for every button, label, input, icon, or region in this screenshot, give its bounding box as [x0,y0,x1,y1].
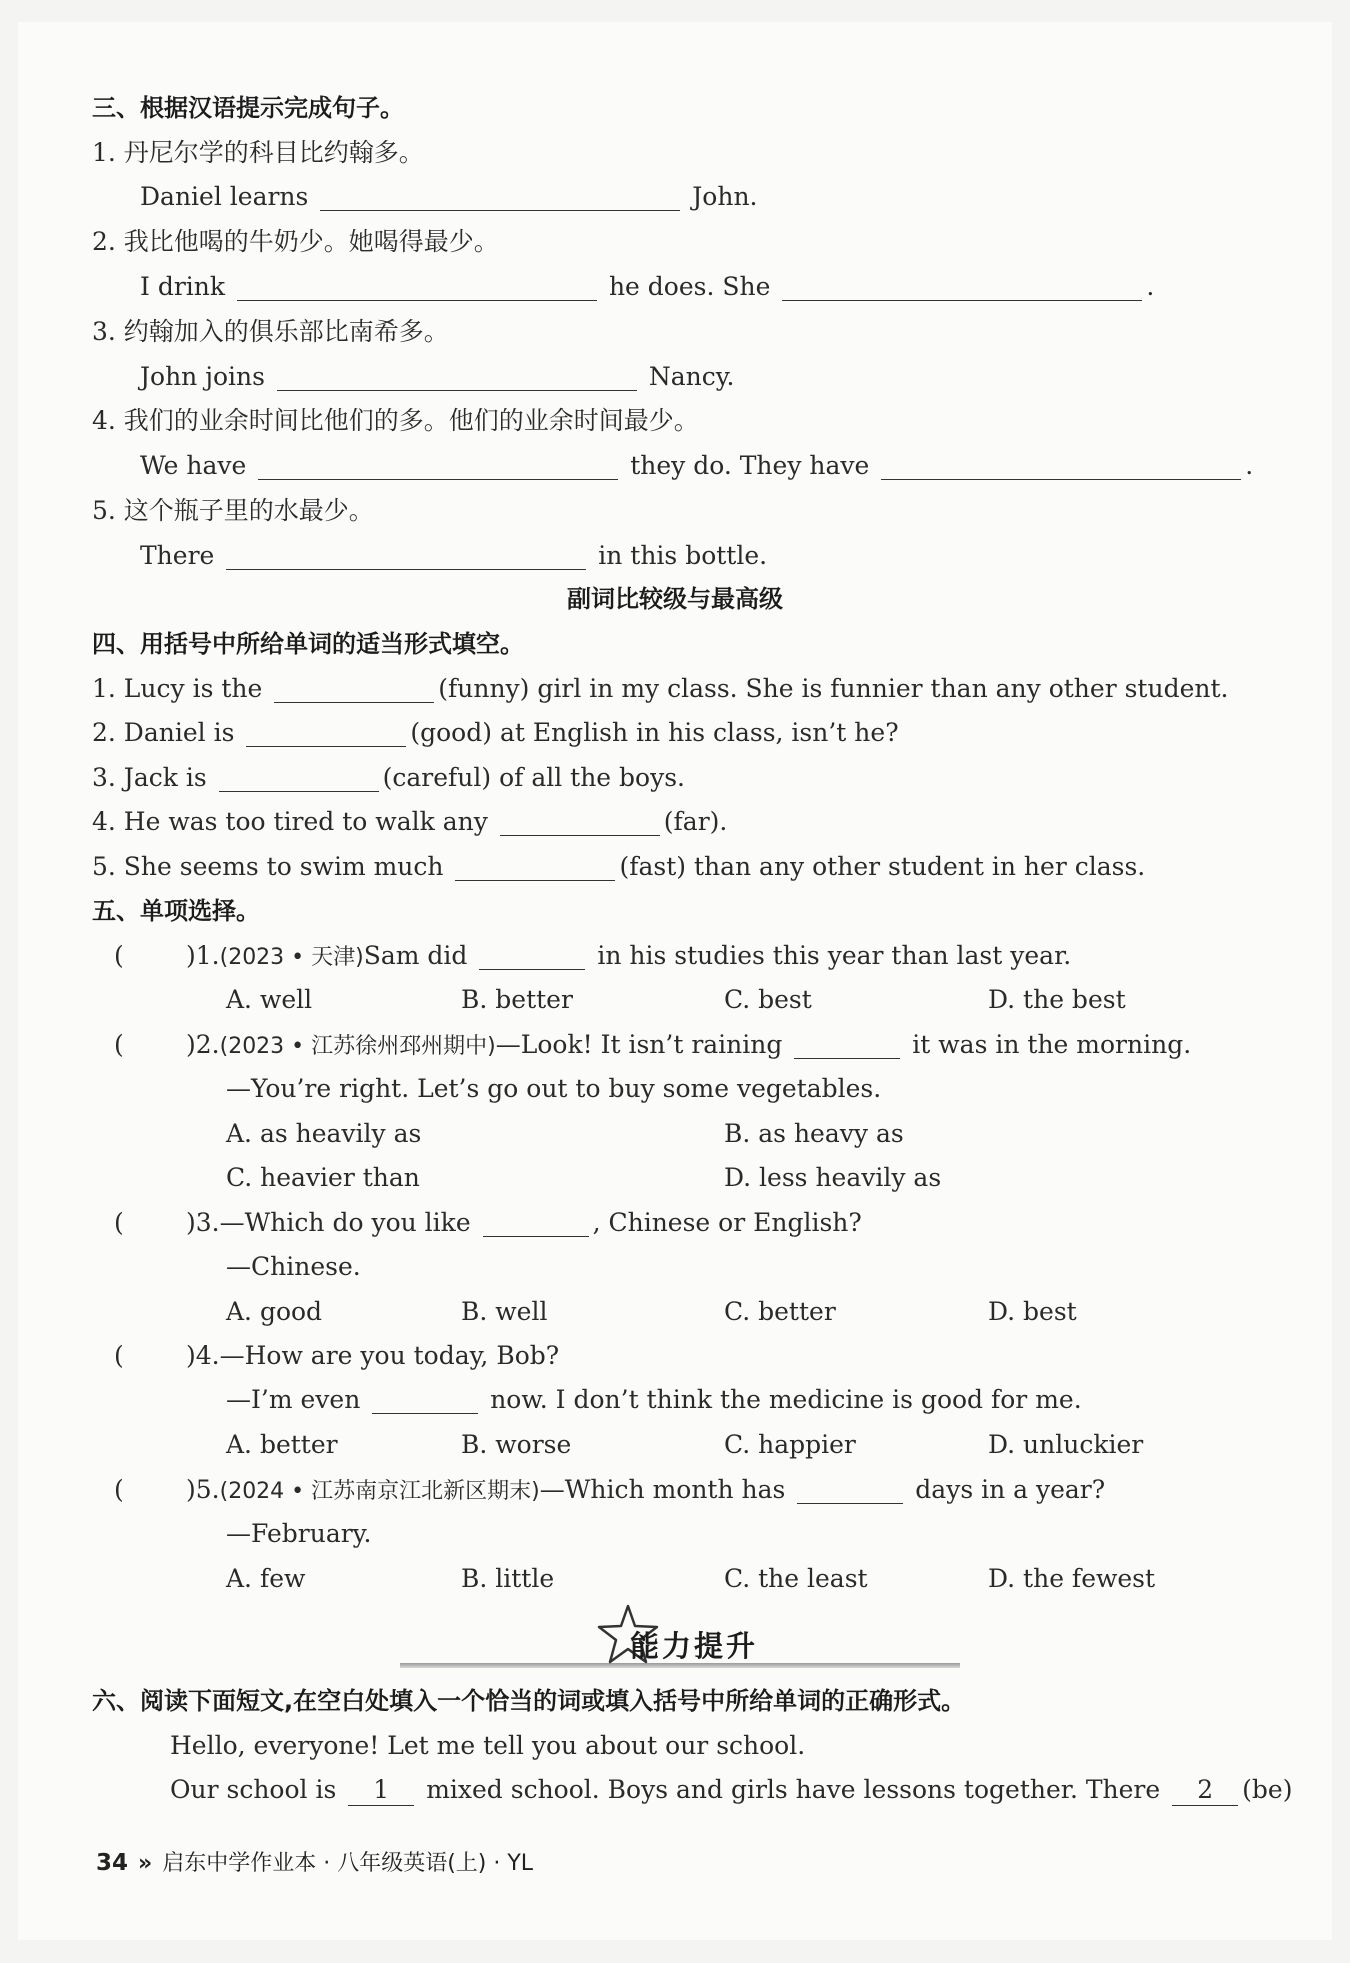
q4-option-d[interactable]: D. unluckier [988,1430,1144,1459]
s3-item2-english: I drink he does. She . [140,272,1155,301]
mc-question-1: ( )1.(2023 • 天津)Sam did in his studies this year than last year. [114,939,1071,975]
answer-blank[interactable] [372,1387,478,1414]
answer-blank[interactable] [277,364,637,391]
q5-option-b[interactable]: B. little [461,1564,555,1593]
answer-blank[interactable] [797,1477,903,1504]
book-title: 启东中学作业本 · 八年级英语(上) · YL [162,1851,534,1876]
answer-bracket[interactable]: ( [114,1208,124,1237]
page-footer [96,1847,533,1880]
q3-option-d[interactable]: D. best [988,1297,1077,1326]
section4-heading: 四、用括号中所给单词的适当形式填空。 [92,630,524,658]
answer-blank[interactable] [782,274,1142,301]
answer-blank[interactable] [246,720,406,747]
s3-item3-chinese: 3. 约翰加入的俱乐部比南希多。 [92,317,449,346]
answer-blank[interactable] [794,1032,900,1059]
q4-option-c[interactable]: C. happier [724,1430,856,1459]
q2-option-a[interactable]: A. as heavily as [226,1119,422,1148]
mc-question-3: ( )3.—Which do you like , Chinese or English? [114,1206,862,1240]
q4-reply: —I’m even now. I don’t think the medicine is good for me. [226,1385,1082,1414]
s4-item5: 5. She seems to swim much (fast) than any other student in her class. [92,852,1146,881]
s3-item4-chinese: 4. 我们的业余时间比他们的多。他们的业余时间最少。 [92,406,699,435]
answer-bracket[interactable]: ( [114,1030,124,1059]
s4-item3: 3. Jack is (careful) of all the boys. [92,763,686,792]
s3-item3-english: John joins Nancy. [140,362,735,391]
q2-option-c[interactable]: C. heavier than [226,1163,420,1192]
mc-question-4: ( )4.—How are you today, Bob? [114,1339,559,1373]
answer-blank[interactable] [237,274,597,301]
passage-blank-2[interactable]: 2 [1172,1775,1238,1806]
q5-option-c[interactable]: C. the least [724,1564,868,1593]
s3-item4-english: We have they do. They have . [140,451,1254,480]
answer-blank[interactable] [258,453,618,480]
answer-bracket[interactable]: ( [114,1341,124,1370]
section5-heading: 五、单项选择。 [92,897,260,925]
q2-option-d[interactable]: D. less heavily as [724,1163,942,1192]
q3-option-a[interactable]: A. good [226,1297,323,1326]
mc-question-5: ( )5.(2024 • 江苏南京江北新区期末)—Which month has days in a year? [114,1473,1105,1509]
q3-reply: —Chinese. [226,1252,361,1281]
s3-item1-chinese: 1. 丹尼尔学的科目比约翰多。 [92,138,424,167]
q3-option-c[interactable]: C. better [724,1297,836,1326]
answer-blank[interactable] [226,543,586,570]
q5-reply: —February. [226,1519,372,1548]
s6-passage-line1: Hello, everyone! Let me tell you about our school. [170,1731,806,1760]
q1-option-c[interactable]: C. best [724,985,812,1014]
q4-option-a[interactable]: A. better [226,1430,338,1459]
s3-item1-english: Daniel learns John. [140,182,758,211]
q1-option-d[interactable]: D. the best [988,985,1126,1014]
q1-option-a[interactable]: A. well [226,985,313,1014]
answer-blank[interactable] [219,765,379,792]
s4-item1: 1. Lucy is the (funny) girl in my class. She is funnier than any other student. [92,674,1229,703]
section3-heading: 三、根据汉语提示完成句子。 [92,94,404,122]
s4-item4: 4. He was too tired to walk any (far). [92,807,728,836]
q4-option-b[interactable]: B. worse [461,1430,572,1459]
s4-item2: 2. Daniel is (good) at English in his class, isn’t he? [92,718,899,747]
q3-option-b[interactable]: B. well [461,1297,548,1326]
answer-blank[interactable] [479,943,585,970]
adverb-subheading: 副词比较级与最高级 [567,585,783,613]
answer-blank[interactable] [274,676,434,703]
answer-blank[interactable] [320,184,680,211]
q5-option-d[interactable]: D. the fewest [988,1564,1156,1593]
mc-question-2: ( )2.(2023 • 江苏徐州邳州期中)—Look! It isn’t raining it was in the morning. [114,1028,1191,1064]
answer-blank[interactable] [455,854,615,881]
q2-reply: —You’re right. Let’s go out to buy some vegetables. [226,1074,882,1103]
q1-option-b[interactable]: B. better [461,985,573,1014]
answer-blank[interactable] [500,809,660,836]
section6-heading: 六、阅读下面短文,在空白处填入一个恰当的词或填入括号中所给单词的正确形式。 [92,1687,966,1715]
s3-item2-chinese: 2. 我比他喝的牛奶少。她喝得最少。 [92,227,499,256]
s3-item5-chinese: 5. 这个瓶子里的水最少。 [92,496,374,525]
s6-passage-line2: Our school is 1 mixed school. Boys and girls have lessons together. There 2 (be) [170,1775,1293,1804]
double-chevron-icon: » [138,1851,153,1876]
answer-bracket[interactable]: ( [114,941,124,970]
s3-item5-english: There in this bottle. [140,541,768,570]
answer-bracket[interactable]: ( [114,1475,124,1504]
q2-option-b[interactable]: B. as heavy as [724,1119,904,1148]
passage-blank-1[interactable]: 1 [348,1775,414,1806]
q5-option-a[interactable]: A. few [226,1564,306,1593]
banner-title: 能力提升 [630,1629,759,1663]
answer-blank[interactable] [483,1210,589,1237]
answer-blank[interactable] [881,453,1241,480]
page-number: 34 [96,1850,129,1876]
